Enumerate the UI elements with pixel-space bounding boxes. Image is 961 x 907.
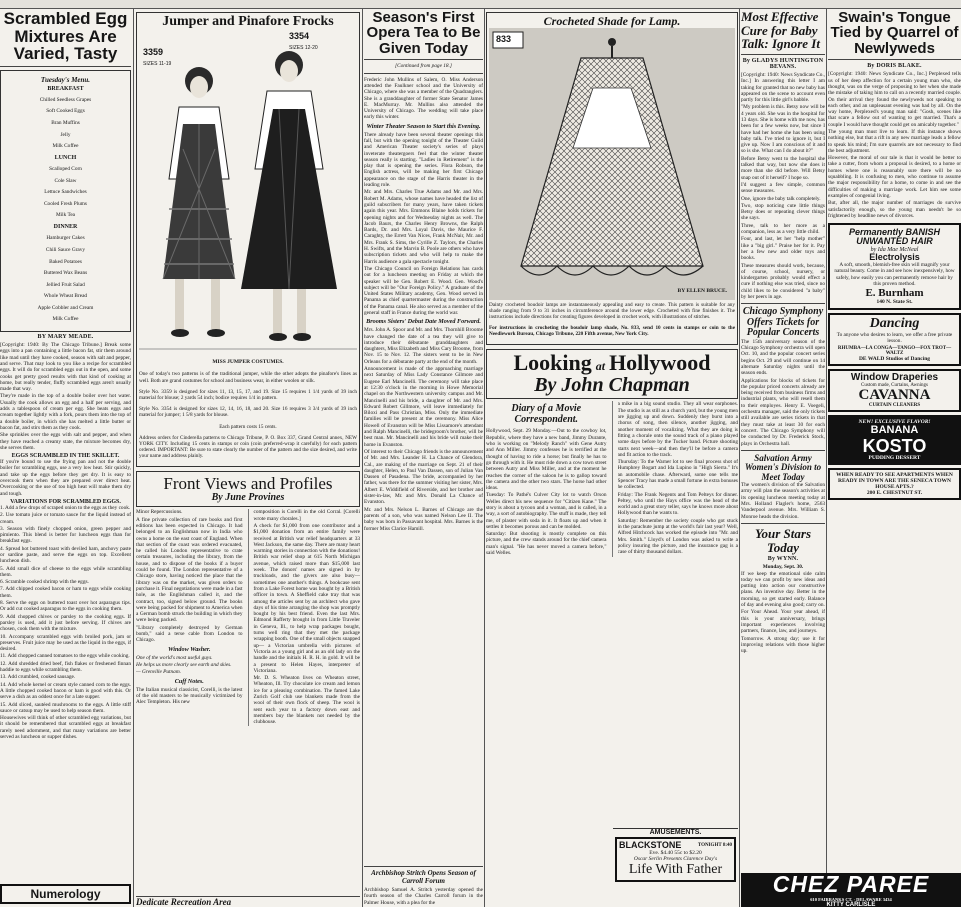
article-paragraph: composition is Corelli in the old Corral. [Corelli wrote many chorales.] (253, 509, 360, 522)
baby-talk-headline: Most Effective Cure for Baby Talk: Ignore It (741, 10, 820, 52)
swain-byline: By DORIS BLAKE. (867, 63, 922, 70)
blackstone-ad (615, 837, 736, 882)
article-paragraph: Before Betsy went to the hospital she talked that way, but now she does it more than she did before. Will Betsy snap out of it herself? I hope so. (741, 155, 825, 181)
opera-continued: [Continued from page 18.] (395, 63, 452, 70)
article-paragraph: The 15th anniversary season of the Chicago Symphony orchestra will open Oct. 10, and the popular concert series begins Oct. 29 and will continue on 14 alternate Saturday nights until the season ends. (741, 338, 825, 377)
variation-item: 4. Spread hot buttered toast with deviled ham, anchovy paste or sardine paste, and serve the eggs on top. Excellent luncheon dish. (0, 545, 131, 565)
column-rule (362, 8, 363, 907)
kosto-ad (828, 415, 961, 465)
amusements-box (613, 828, 738, 907)
article-paragraph: [Copyright: 1940: News Syndicate Co., Inc.] In answering this letter I am taking for granted that no new baby has appeared on the scene to account even partly for this little girl's babble. (741, 71, 825, 104)
article-paragraph: Mr. and Mrs. Nelson L. Barnes of Chicago are the parents of a son, who was named Nelson Lee II. The baby was born in Passavant hospital. Mrs. Barnes is the former Miss Clarice Hamill. (364, 506, 483, 532)
variation-item: 12. Add shredded dried beef, fish flakes or freshened finnan haddie to eggs while scrambling them. (0, 660, 131, 674)
pattern-3354-number: 3354 SIZES 12-20 (289, 31, 318, 52)
hollywood-byline: By John Chapman (534, 374, 690, 397)
hollywood-headline-at: at (595, 359, 606, 374)
opera-subhead-broome: Brooms Sisters' Debut Date Moved Forward. (366, 318, 481, 326)
hollywood-headline-hollywood: Hollywood (609, 350, 711, 376)
chez-paree-star: KITTY CARLISLE (826, 901, 876, 907)
article-paragraph: Hollywood, Sept. 29 Monday.—Out to the cowboy lot, Republic, where they have a new band, Jimmy Durante, who is working on "Melody Ranch" with Gene Autry and Ann Miller. Jimmy confesses he is terrified at the thought of having to ride a horse; but finally he has to go through with it. He must ride down a cow town street between Autry and Miss Miller, and at the moment he reaches the corner of the saloon he is to gallop toward the camera and the other two stars. The horse had other ideas. (486, 428, 607, 492)
jumper-style-3359: Style No. 3359 is designed for sizes 11, 13, 15, 17, and 19. Size 15 requires 1 1/4 yards of 39 inch material for blouse; 2 yards 54 inch; bodice requires 1/4 in pattern. (139, 388, 357, 401)
article-paragraph: But, after all, the major number of marriages do survive satisfactorily enough, so the young man needn't be so frightened by headline news of divorces. (828, 200, 961, 219)
banish-by: by Ida Mae McNeal (870, 246, 919, 253)
lamp-shade-drawing (489, 28, 735, 300)
apartments-text: WHEN READY TO SEE APARTMENTS WHEN READY IN TOWN ARE THE SENECA TOWN HOUSE APTS.? (836, 472, 953, 491)
dancing-studio: DE WALD Studios of Dancing (858, 355, 931, 362)
menu-item: Soft Cooked Eggs (46, 108, 85, 115)
dancing-text: To anyone who desires to learn, we offer a free private lesson. (836, 332, 953, 345)
jumper-figure-caption: MISS JUMPER COSTUMES. (212, 359, 284, 366)
banish-text: A soft, smooth, blemish-free skin will magnify your natural beauty. Come in and see how inexpensively, how safely, how easily you can permanently remove hair by this proven method. (834, 261, 955, 287)
jumper-headline: Jumper and Pinafore Frocks (162, 14, 334, 29)
scrambled-byline: BY MARY MEADE. (37, 334, 94, 341)
article-paragraph: For Your Ahead. Your year ahead, if this is your anniversary, brings important experiences involving partners, finance, law, and journeys. (741, 609, 825, 635)
front-views-headline: Front Views and Profiles (163, 474, 333, 494)
article-paragraph: Tuesday: To Pathé's Culver City lot to watch Orson Welles direct his new sequence for "Citizen Kane." The story is about a tycoon and a woman, and is called, in a way, a sort of autobiography. The stuff is made, they tell me, of plaster with soda in it. It floats up and when it settles it becomes porous and can be molded. (486, 492, 607, 530)
crochet-pattern-number: 833 (496, 33, 512, 44)
jumper-fashion-drawing (139, 29, 357, 369)
front-views-right (254, 509, 361, 726)
crochet-order: For instructions in crocheting the boudoir lamp shade, No. 833, send 10 cents in stamps or coin to the Needlework Bureau, Chicago Tribune, 220 Fifth avenue, New York City. (489, 325, 735, 338)
stars-date: Monday, Sept. 30. (762, 564, 804, 571)
scrambled-body (0, 342, 131, 451)
numerology-title: Numerology (30, 886, 101, 901)
menu-dinner-list (4, 235, 127, 322)
menu-item: Cooled Fresh Plums (44, 200, 87, 207)
symphony-headline: Chicago Symphony Offers Tickets for Popular Concerts (742, 306, 824, 339)
scrambled-eggs-headline: Scrambled Egg Mixtures Are Varied, Tasty (3, 10, 128, 63)
article-paragraph: Of interest to their Chicago friends is the announcement of Mr. and Mrs. Leander H. La Chance of Glendora, Cal., are making of the marriage on Sept. 21 of their daughter, Helen, to Paul Van Dassen, son of Julian Van Dassen of Pasadena. The bride, accompanied by her father, was there for the summer visiting her sister, Mrs. Albert E. Widdifield of Riverside, and her brother and sister-in-law, Mr. and Mrs. Donald La Chance of Evanston. (364, 448, 483, 506)
skillet-subhead: EGGS SCRAMBLED IN THE SKILLET. (11, 453, 120, 460)
scrambled-eggs-column (0, 10, 131, 907)
jumper-price: Each pattern costs 15 cents. (219, 423, 277, 430)
dancing-styles: RHUMBA—LA CONGA—TANGO—FOX TROT—WALTZ (837, 345, 952, 356)
article-paragraph: Frederic John Mullins of Salem, O. Miss Anderson attended the Faulkner school and the University of Chicago, where she was a member of the Quadranglers. She is a granddaughter of former State Senator James E. MacMurray. Mr. Mullins also attended the University of Chicago. The wedding will take place early this winter. (364, 76, 483, 121)
jumper-illustration (139, 29, 357, 369)
article-paragraph: "My problem is this. Betsy now will be 4 years old. She was in the hospital for 13 days. She is home with me now, has been for a few weeks now, but since I have had her home she has been using baby talk. I've tried to ignore it, but I give up. Now I am conscious of it and so is she. What can I do about it?" (741, 104, 825, 155)
menu-title: Tuesday's Menu. (40, 75, 91, 84)
article-paragraph: Archbishop Samuel A. Stritch yesterday opened the fourth season of the Charles Carroll forum in the Palmer House, with a plea for the (364, 887, 483, 906)
tuesday-menu-box (0, 70, 131, 333)
poem-line: — Grenville Putnam. (136, 669, 181, 676)
menu-item: Chili Sauce Gravy (45, 246, 86, 253)
hollywood-body (486, 401, 738, 557)
window-washer-subhead: Window Washer. (167, 645, 211, 653)
banish-hair-ad (828, 223, 961, 310)
article-paragraph: However, the moral of our tale is that it would be better to take a cutter, from whom a proposal is desired, to a home or homes where one is reasonably sure there will be no squabbling. It is confusing to men, who continue to assume the major responsibility for a home, to come in and see the difficulties of making a marriage work. Let him see some examples of congenial living. (828, 155, 961, 199)
article-paragraph: The young man must live to learn. If this instance shows nothing else, but that a rift in any new marriage leads a fellow to speak his mind; I'm sure quarrels are not necessary to find the best adjustment. (828, 128, 961, 154)
article-paragraph: Mrs. John A. Spoor and Mr. and Mrs. Thornhill Broome have changed the date of a tea they will give to introduce their débutante granddaughters and daughters, Miss Elizabeth and Miss Cary Broome, from Nov. 15 to Nov. 12. The sisters went to be in New Orleans for a débutante party at the end of the month. (364, 327, 483, 365)
skillet-body (0, 459, 131, 497)
poem-line: One of the world's most useful guys. (136, 654, 213, 661)
article-paragraph: "Library completely destroyed by German bomb," said a terse cable from London to Chicago. (136, 624, 243, 644)
opera-headline: Season's First Opera Tea to Be Given Today (366, 10, 481, 57)
article-paragraph: Friday: The Frank Negents and Tom Pelteys for dinner. Peltey, who until the Hays office was the head of the world and a great story teller, says he knows more about Hollywood than he wants to. (617, 491, 738, 517)
variation-item: 5. Add small dice of cheese to the eggs while scrambling them. (0, 565, 131, 578)
article-paragraph: If you're bound to use the frying pan and not the double boiler for scrambling eggs, use a very low heat. Stir quickly, and take up the eggs before they get dry. It is easy to overcook them when they are prepared over direct heat. Overcooking or the use of too high heat will make them dry and tough. (0, 459, 131, 497)
presenter-line: Oscar Serlin Presents Clarence Day's (633, 856, 718, 863)
menu-item: Milk Coffee (52, 316, 79, 323)
menu-lunch-list (4, 166, 127, 219)
cuff-notes-subhead: Cuff Notes. (174, 677, 204, 685)
article-paragraph: Announcement is made of the approaching marriage next Saturday of Miss Lady Constance Gilmore and Eugene Earl Mancinelli. The ceremony will take place at 12:30 o'clock in the morning in Howe Memorial chapel on the Northwestern university campus and Mr. Mancinelli and his bride, a daughter of Mr. and Mrs. Edward Robert Gillmore, will leave immediately for Biloxi and Pass Christian, Miss. Only the immediate families will be present at the ceremony. Miss Alice Howell of Evanston will be Miss Lissamore's attendant and Ralph Mancinelli, the bridegroom's brother, will be best man. Mr. Mancinelli and his bride will make their home in Evanston. (364, 366, 483, 448)
crochet-byline: BY ELLEN BRUCE. (677, 287, 727, 294)
kosto-sub: PUDDING DESSERT (868, 455, 921, 462)
article-paragraph: Saturday: Remember the society couple who got stuck in the parachute jump at the world's fair last year? Well, Alfred Hitchcock has worked the episode into "Mr. and Mrs. Smith." Lloyd's of London was asked to write a policy insuring the picture, and the insurance gag is a case of thirty thousand dollars. (617, 517, 738, 556)
page-header-strip (0, 0, 961, 9)
dancing-ad (828, 313, 961, 365)
opera-subhead-theater: Winter Theater Season to Start this Evening. (366, 122, 481, 130)
article-paragraph: The women's division of the Salvation army will plan the season's activities at its opening luncheon meeting today at Mrs. Holland Flagler's home, 2563 Vanderpool avenue. Mrs. William S. Monroe heads the division. (741, 482, 825, 520)
baby-talk-column (741, 10, 825, 907)
article-paragraph: Applications for blocks of tickets for the popular priced concerts already are being received from business firms and industrial plants, who will resell them to their employes. Henry E. Voegeli, orchestra manager, said the only tickets still available are series tickets in that they must take at least 30 for each concert. The Chicago Symphony will be conducted by Dr. Frederick Stock, plays in Orchestra hall. (741, 377, 825, 447)
article-paragraph: Two, stop noticing cute little things Betsy does or repeating clever things she says. (741, 202, 825, 222)
menu-item: Hamburger Cakes (46, 235, 85, 242)
column-rule (133, 8, 134, 907)
variation-item: 8. Serve the eggs on buttered toast over hot asparagus tips. Or add cut cooked asparagus to the eggs in cooking them. (0, 600, 131, 613)
menu-item: Chilled Seedless Grapes (39, 96, 92, 103)
article-paragraph: The Italian musical classicist, Corelli, is the latest of the old masters to be musically victimized by Alec Templeton. His new (136, 686, 243, 706)
article-paragraph: Saturday: But shooting is mostly complete on this picture, and the crew stands around for the chief camera man's signal. "He has never moved a camera before," said Welles. (486, 531, 607, 557)
column-rule (826, 8, 827, 907)
stars-headline: Your Stars Today (755, 525, 811, 555)
variation-item: 3. Season with finely chopped onion, green pepper and pimiento. This blend is better for luncheon eggs than for breakfast eggs. (0, 525, 131, 545)
article-paragraph: These measures should work, because, of course, school, nursery, or kindergarten probably would effect a cure if nothing else was tried, since no child likes to be considered "a baby" by her peers in age. (741, 262, 825, 301)
opera-tea-column (364, 10, 483, 907)
variation-item: 9. Add chopped chives or parsley to the cooking eggs. If parsley is used, add it just before serving. If chives are chosen, cook them with the mixture. (0, 613, 131, 633)
menu-item: Bran Muffins (51, 119, 80, 126)
article-paragraph: [Copyright: 1940: News Syndicate Co., Inc.] Perplexed tells us of her deep affection for a certain young man who, she thought, was on the verge of proposing to her when she made the mistake of taking him to call on a recently married couple. On their arrival they found the newlyweds not speaking to each other, and an unpleasant evening was had by all. On the way home, Perplexed's young man said: "Gosh, scenes like that scare a fellow out of wanting to get married. That's a couple I would have thought could get on amicably together." (828, 71, 961, 128)
article-paragraph: I'd suggest a few simple, common sense measures. (741, 181, 825, 195)
chez-paree-ad (741, 873, 961, 907)
menu-item: Milk Coffee (52, 143, 79, 150)
crochet-hollywood-column (486, 10, 738, 907)
article-paragraph: Thursday: To the Warner lot to see final process shot of Humphrey Bogart and Ida Lupino in "High Sierra." It's an automobile chase. Afterward, some one tells me Spencer Tracy has made a small fortune in extra bonuses he collected. (617, 459, 738, 491)
variations-subhead: VARIATIONS FOR SCRAMBLED EGGS. (10, 498, 121, 505)
menu-item: Cole Slaw (54, 177, 77, 184)
crochet-headline: Crocheted Shade for Lamp. (543, 14, 681, 28)
article-paragraph: The Chicago Council on Foreign Relations has cards out for a luncheon meeting on Friday at which the speaker will be Gen. Robert E. Wood. Gen. Wood's subject will be "Our Foreign Policy." A graduate of the United States Military academy, Gen. Wood served in Panama as chief quartermaster during the construction of the Panama canal. He also served as a member of the general staff in France during the world war. (364, 265, 483, 316)
swain-headline: Swain's Tongue Tied by Quarrel of Newlyweds (830, 10, 959, 57)
article-paragraph: If we keep the emotional side calm today we can profit by new ideas and putting into action our constructive plans. An inventive day. Better in the morning, so get started early. Balance of day and evening also good; carry on. (741, 570, 825, 609)
menu-item: Baked Potatoes (49, 258, 82, 265)
jumper-pattern-box (136, 12, 360, 467)
opera-subhead-stritch: Archbishop Stritch Opens Season of Carroll Forum (371, 869, 476, 886)
variation-item: 13. Add crumbled, cooked sausage. (0, 674, 76, 681)
article-paragraph: She sprinkles over the eggs with salt and pepper, and when they have reached a creamy state, the mixture becomes dry, she serves them. (0, 432, 131, 451)
menu-item: Whole Wheat Bread (43, 293, 88, 300)
front-views-box (136, 471, 360, 507)
theater-name: BLACKSTONE (619, 840, 682, 851)
article-paragraph: A fine private collection of rare books and first editions has been expected in Chicago. It had belonged to an Englishman now in India who owns a home on the east coast of England. When that section of the coast was ordered evacuated, he called his London representative to crate certain treasures, including the library, from the house, and to dispose of the books if a buyer could be found. The London representative of a Chicago store, having noticed the place that the library was on the market, was given orders to purchase it. Final negotiations were made in a fast hole, as the Englishman called it, and the contract, too, signed below ground. The books were being packed for shipment to America when a German bomb struck the building in which they were being packed. (136, 516, 243, 624)
banish-address: 140 N. State St. (876, 299, 913, 306)
variation-item: 2. Use tomato juice or tomato sauce for the liquid instead of cream. (0, 512, 131, 525)
hollywood-masthead (486, 349, 738, 399)
salvation-headline: Salvation Army Women's Division to Meet Today (744, 452, 822, 482)
article-paragraph: One, ignore the baby talk completely. (741, 195, 821, 202)
article-paragraph: Mr. and Mrs. Charles True Adams and Mr. and Mrs. Robert M. Adams, whose names have headed the list of guild subscribers for many years, have taken tickets again this year. Mrs. Emmons Blaine holds tickets for opening nights and for Wednesday nights as well. The Jacob Baurs, the Charles Henry Browns, the Ralph Bards, Dr. and Mrs. Loyal Davis, the Maurice F. Caraghty, the Errett Van Nices, Frank McNair, Mr. and Mrs. Frank S. Sims, the Cyrille Z. Taylors, the Charles H. Swifts, and the Marvin B. Poole are others who have subscription tickets and who will help to make the Harris audience a gala spectacle tonight. (364, 189, 483, 265)
banish-name: Electrolysis (869, 251, 920, 262)
front-views-body (136, 509, 360, 726)
apartments-address: 200 E. CHESTNUT ST. (866, 490, 923, 497)
article-paragraph: a mike in a big sound studio. They all wear earphones. The studio is as still as a church yard, but the young men are jigging up and down. Suddenly they burst into a chorus of song, then silence, another jigging, and another moment of vocalizing. What they are doing is fitting a chorale onto the sound track of a piano played some days before by the Tucker band. Picture shooting starts next week—and then they'll be before a camera and fit action to the track. (617, 401, 738, 458)
jumper-address: Address orders for Cinderella patterns to Chicago Tribune, P. O. Box 337, Grand Central annex, NEW YORK CITY. Including 15 cents in stamps or coin (coin preferred-wrap it carefully) for each pattern ordered. IMPORTANT: Be sure to state clearly the number of the pattern and the size desired, and write your name and address plainly. (139, 434, 357, 460)
menu-item: Buttered Wax Beans (43, 270, 88, 277)
article-paragraph: Mr. D. S. Wheaton lives on Wheaton street, Wheaton, Ill. Try chocolate ice cream and lemon ice for a pleasing combination. The famed Lake Zurich Golf club use blankets made from the wool of their own flock of sheep. The wool is sent each year to a factory down east and members buy the blankets not needed by the clubhouse. (253, 675, 360, 726)
banish-firm: E. Burnham (865, 287, 924, 300)
front-views-byline: By June Provines (211, 491, 285, 503)
variation-item: 15. Add sliced, sautéed mushrooms to the eggs. A little stiff sauce or catsup may be used to help season them. (0, 701, 131, 714)
column-rule (484, 8, 485, 907)
variation-item: 1. Add a few drops of scraped onion to the eggs as they cook. (0, 504, 131, 511)
apartments-ad (828, 468, 961, 500)
dancing-headline: Dancing (869, 316, 920, 332)
numerology-box (0, 884, 131, 904)
crochet-illustration (489, 28, 735, 300)
pattern-3359-number: 3359 SIZES 11-19 (143, 47, 172, 68)
chez-paree-brand: CHEZ PAREE (772, 873, 930, 897)
menu-item: Milk Tea (55, 212, 76, 219)
dedicate-headline: Dedicate Recreation Area (136, 896, 360, 907)
poem-line: He helps us more clearly see earth and skies. (136, 661, 232, 668)
article-paragraph: Four, and last, let her "help mother" like a "big girl." Praise her for it. Pay her a few new and older toys and books. (741, 236, 825, 262)
variation-item: 14. Add whole kernel or cream style canned corn to the eggs. A little chopped cooked bacon or ham is good with this. Or serve a dish as an oddest once for a late supper. (0, 681, 131, 701)
chez-paree-address: 610 FAIRBANKS CT. · DELAWARE 3434 (810, 896, 892, 902)
show-title: Life With Father (628, 862, 723, 878)
variation-item: 10. Accompany scrambled eggs with broiled pork, jam or preserves. Fruit juice may be used as the liquid in the eggs, if desired. (0, 633, 131, 653)
menu-lunch-label: LUNCH (54, 154, 77, 161)
menu-breakfast-list (4, 97, 127, 150)
crochet-box (486, 12, 738, 345)
stars-byline: By WYNN. (767, 556, 799, 563)
archbishop-story (364, 866, 483, 907)
hollywood-subhead: Diary of a Movie Correspondent. (511, 403, 582, 425)
window-draperies-headline: Window Draperies (850, 371, 939, 383)
kosto-tag: NEW! EXCLUSIVE FLAVOR! (858, 419, 931, 426)
menu-breakfast-label: BREAKFAST (47, 85, 84, 92)
show-times: TONIGHT 8:40 (697, 843, 732, 849)
window-draperies-sub: Custom made, Curtains, Awnings (861, 383, 928, 389)
amusements-label: AMUSEMENTS. (649, 829, 702, 836)
kosto-flavor: BANANA (870, 424, 919, 437)
hollywood-headline-looking: Looking (513, 350, 592, 376)
article-paragraph: Minor Repercussions. (136, 509, 183, 516)
article-paragraph: A check for $1,000 from one contributor and a $1,000 donation from an entire family were received at British war relief headquarters at 33 West Jackson, the same day. There are many heart warming stories in connection with the donations! British war relief shop at 615 North Michigan avenue, which raised more than $15,000 last week. The donors' names are signed in by truckloads, and the givers are also busy—sometimes one another's things. A bookcase sent from a Lake Forest home was bought by a British officer in town. A Sheffield cake tray that was among the articles sent by an architect who gave days of his time arranging the shop was promptly bought by his best friend. Even the last Mrs. Edmond Rafferty brought in from Little Traveler in Geneva, Ill., to help wrap packages bought, turns well ring that they met the package wrapping booth. One of the small objects snapped up— a Victorian umbrella with pictures of Victoria as a young girl and as an old lady on the handle and the initials H. R. H. in gold. It will be a present to Helen Hayes, interpreter of Victoriana. (253, 522, 360, 674)
menu-item: Apple Cobbler and Cream (37, 304, 94, 311)
variation-item: 11. Add chopped canned tomatoes to the eggs while cooking. (0, 653, 130, 660)
article-paragraph: Three, talk to her more as a companion, less as a very little child. (741, 222, 825, 236)
kosto-brand: KOSTO (862, 435, 927, 456)
menu-item: Scalloped Corn (49, 166, 82, 173)
swain-column (828, 10, 961, 907)
menu-item: Jelly (60, 131, 71, 138)
jumper-column (136, 10, 360, 907)
cavanna-type: CURTAIN CLEANERS (868, 403, 921, 409)
column-rule (739, 8, 740, 907)
jumper-style-3354: Style No. 3354 is designed for sizes 12, 14, 16, 18, and 20. Size 16 requires 3 3/4 yards of 39 inch material for jumper; 1 5/8 yards for blouse. (139, 406, 357, 419)
article-paragraph: There already have been several theater openings this fall, but with the opening tonight of the Theater Guild and American Theater society's series of plays inveterate theatergoers feel that the winter theater season really is starting. "Ladies in Retirement" is the play that is opening the series. Flora Robson, the English actress, will be making her first Chicago appearance on the stage of the Harris theater in the leading role. (364, 131, 483, 189)
banish-headline: Permanently BANISH UNWANTED HAIR (848, 227, 941, 247)
cavanna-name: CAVANNA (858, 387, 931, 404)
variation-item: 6. Scramble cooked shrimp with the eggs. (0, 579, 89, 586)
front-views-left (136, 509, 243, 726)
crochet-caption: Dainty crocheted boudoir lamps are instantaneously appealing and easy to create. This pattern is suitable for any shade ranging from 9 to 31 inches in circumference around the lower edge. Crocheted with fine finishes it. The instructions include directions for creating figures developed in crochet work, with illustrations of stitches. (489, 301, 735, 320)
variation-item: Housewives will think of other scrambled egg variations, but it should be remembered that scrambled eggs at breakfast rarely need adornment, and that many variations are better served as luncheon or supper dishes. (0, 715, 131, 740)
variations-body (0, 505, 131, 740)
article-paragraph: They're made in the top of a double boiler over hot water. Usually the cook allows an egg and a half per serving, and adds a tablespoon of cream per egg. She beats eggs and cream together lightly with a fork, pours them into the top of a double boiler, in which she has melted a little butter or bacon fat, and stirs them as they cook. (0, 393, 131, 431)
menu-dinner-label: DINNER (53, 224, 78, 231)
article-paragraph: [Copyright: 1940: By The Chicago Tribune.] Break some eggs into a pan containing a little bacon fat, stir them around like mad until they have cooked, season with salt and pepper, and serve. That may look to you like a recipe for scrambled eggs. It will do for scrambled eggs out in the open, and some cooks get pretty good results with that kind of cooking at home, but really tender, fluffy scrambled eggs aren't usually made that way. (0, 342, 131, 393)
article-paragraph: Tomorrow. A strong day; use it for improving relations with those higher up. (741, 635, 825, 655)
ticket-prices: Eve. $4.40 55c to $2.20 (649, 850, 702, 857)
variation-item: 7. Add chipped cooked bacon or ham to eggs while cooking them. (0, 586, 131, 599)
menu-item: Lettuce Sandwiches (44, 189, 87, 196)
jumper-caption: One of today's two patterns is of the traditional jumper, while the other adopts the pinafore's lines as well. Both are grand costumes for school and business wear, in either woolen or silk. (139, 371, 357, 384)
baby-talk-byline: By GLADYS HUNTINGTON BEVANS. (742, 57, 824, 70)
window-draperies-ad (828, 369, 961, 413)
menu-item: Jellied Fruit Salad (46, 281, 85, 288)
